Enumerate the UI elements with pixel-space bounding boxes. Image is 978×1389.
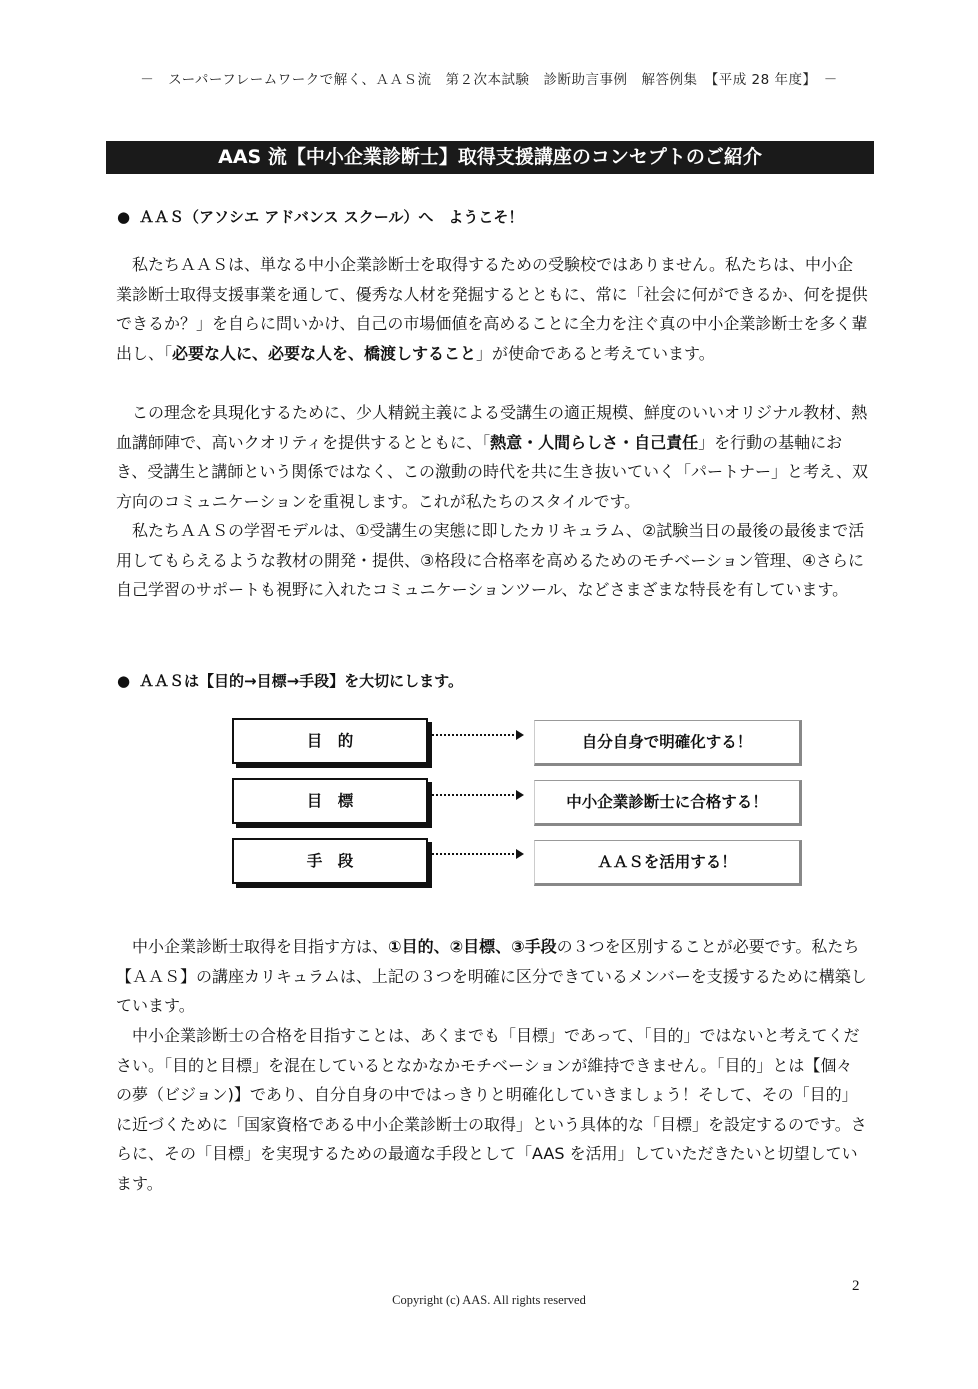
heading-purpose-goal-means-text: ＡＡＳは【目的→目標→手段】を大切にします。: [139, 672, 463, 690]
dotted-arrow-icon: [432, 849, 524, 859]
page-number: 2: [852, 1278, 860, 1294]
copyright-footer: Copyright (c) AAS. All rights reserved: [392, 1293, 586, 1307]
diagram-result-goal: 中小企業診断士に合格する！: [534, 780, 802, 826]
section-title-bar: AAS 流【中小企業診断士】取得支援講座のコンセプトのご紹介: [106, 141, 874, 174]
diagram-box-goal: 目 標: [232, 778, 428, 824]
paragraph-philosophy-text-b: 」を行動の基軸におき、受講生と講師という関係ではなく、この激動の時代を共に生き抜いていく「パートナー」と考え、双方向のコミュニケーションを重視します。これが私たちのスタイルです。: [116, 432, 869, 511]
paragraph-philosophy-text-a: この理念を具現化するために、少人精鋭主義による受講生の適正規模、鮮度のいいオリジナル教材、熱血講師陣で、高いクオリティを提供するとともに、「: [116, 403, 868, 452]
dotted-arrow-icon: [432, 730, 524, 740]
dotted-arrow-icon: [432, 790, 524, 800]
paragraph-distinguish: [116, 932, 868, 1021]
paragraph-distinguish-text-a: 中小企業診断士取得を目指す方は、: [132, 937, 389, 956]
diagram-result-means: ＡＡＳを活用する！: [534, 840, 802, 886]
diagram-result-purpose: 自分自身で明確化する！: [534, 720, 802, 766]
diagram-box-purpose: 目 的: [232, 718, 428, 764]
paragraph-mission: [116, 250, 868, 368]
paragraph-mission-text-a: 私たちＡＡＳは、単なる中小企業診断士を取得するための受験校ではありません。私たちは、中小企業診断士取得支援事業を通して、優秀な人材を発掘するとともに、常に「社会に何ができるか、何を提供できるか？」を自らに問いかけ、自己の市場価値を高めることに全力を注ぐ真の中小企業診断士を多く輩出し、「: [116, 255, 868, 363]
heading-welcome-text: ＡＡＳ（アソシエ アドバンス スクール）へ ようこそ！: [139, 208, 524, 226]
running-header: － スーパーフレームワークで解く、ＡＡＳ流 第２次本試験 診断助言事例 解答例集 【平成 28 年度】 －: [140, 72, 838, 88]
bullet-icon: ●: [117, 208, 131, 226]
bullet-icon: ●: [117, 672, 131, 690]
paragraph-learning-model: [116, 516, 868, 605]
paragraph-philosophy-bold: 熱意・人間らしさ・自己責任: [490, 432, 699, 452]
diagram-box-means: 手 段: [232, 838, 428, 884]
paragraph-mission-bold: 必要な人に、必要な人を、橋渡しすること: [172, 343, 477, 363]
paragraph-distinguish-bold: ①目的、②目標、③手段: [388, 937, 557, 956]
paragraph-mission-text-b: 」が使命であると考えています。: [476, 343, 715, 363]
purpose-goal-means-diagram: [232, 718, 812, 893]
paragraph-philosophy: [116, 398, 868, 516]
heading-purpose-goal-means: [117, 670, 463, 691]
heading-welcome: [117, 206, 523, 227]
paragraph-distinguish-text-b: の３つを区別することが必要です。私たち【ＡＡＳ】の講座カリキュラムは、上記の３つを明確に区分できているメンバーを支援するために構築しています。: [116, 937, 867, 1016]
paragraph-goal-explanation-text: 中小企業診断士の合格を目指すことは、あくまでも「目標」であって、「目的」ではないと考えてください。「目的と目標」を混在しているとなかなかモチベーションが維持できません。「目的」とは【個々の夢（ビジョン)】であり、自分自身の中ではっきりと明確化していきましょう！そして、その「目的」に近づくために「国家資格である中小企業診断士の取得」という具体的な「目標」を設定するのです。さらに、その「目標」を実現するための最適な手段として「AAS を活用」していただきたいと切望しています。: [116, 1026, 867, 1193]
paragraph-goal-explanation: [116, 1021, 868, 1199]
paragraph-learning-model-text: 私たちＡＡＳの学習モデルは、①受講生の実態に即したカリキュラム、②試験当日の最後の最後まで活用してもらえるような教材の開発・提供、③格段に合格率を高めるためのモチベーション管理、④さらに自己学習のサポートも視野に入れたコミュニケーションツール、などさまざまな特長を有しています。: [116, 521, 865, 600]
